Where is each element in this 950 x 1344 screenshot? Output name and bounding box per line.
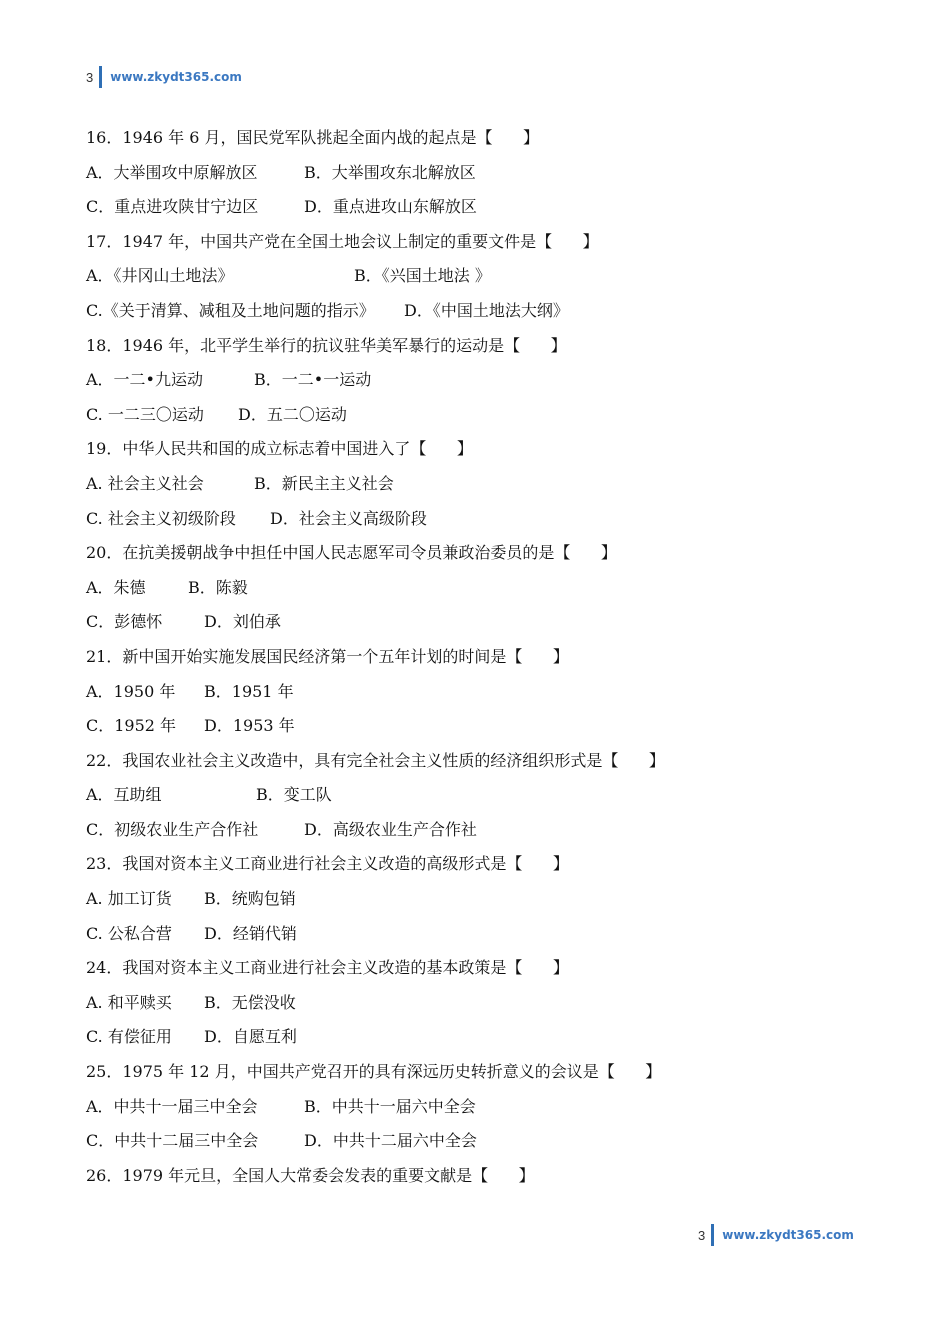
answer-option: C．中共十二届三中全会 — [86, 1131, 259, 1151]
page-header — [86, 66, 242, 88]
header-page-number: 3 — [86, 69, 94, 85]
answer-option: B．陈毅 — [188, 577, 248, 597]
option-row — [86, 1090, 876, 1125]
answer-option: A．中共十一届三中全会 — [86, 1096, 258, 1116]
answer-option: C.《关于清算、减租及土地问题的指示》 — [86, 300, 375, 320]
answer-option: D．《中国土地法大纲》 — [404, 300, 569, 320]
question-stem: 23．我国对资本主义工商业进行社会主义改造的高级形式是【 】 — [86, 854, 569, 874]
question-stem: 17．1947 年，中国共产党在全国土地会议上制定的重要文件是【 】 — [86, 231, 599, 251]
option-row — [86, 571, 876, 606]
option-row — [86, 502, 876, 537]
answer-option: A．互助组 — [86, 785, 162, 805]
question-stem: 16．1946 年 6 月，国民党军队挑起全面内战的起点是【 】 — [86, 128, 540, 147]
answer-option: B．新民主主义社会 — [254, 473, 394, 493]
option-row — [86, 917, 876, 952]
answer-option: C．重点进攻陕甘宁边区 — [86, 197, 259, 217]
option-row — [86, 467, 876, 502]
page-footer — [698, 1224, 854, 1246]
answer-option: B．无偿没收 — [204, 992, 296, 1012]
answer-option: D．经销代销 — [204, 923, 297, 943]
question-stem: 21．新中国开始实施发展国民经济第一个五年计划的时间是【 】 — [86, 646, 569, 666]
option-row — [86, 1020, 876, 1055]
answer-option: B．变工队 — [256, 785, 332, 805]
answer-option: B．1951 年 — [204, 681, 294, 701]
answer-option: A. 和平赎买 — [86, 992, 172, 1012]
option-row — [86, 190, 876, 225]
answer-option: A．朱德 — [86, 577, 146, 597]
answer-option: D．重点进攻山东解放区 — [304, 197, 477, 217]
option-row — [86, 882, 876, 917]
answer-option: B．统购包销 — [204, 889, 296, 909]
answer-option: D．1953 年 — [204, 716, 295, 736]
footer-site-url[interactable]: www.zkydt365.com — [722, 1228, 854, 1242]
header-site-url[interactable]: www.zkydt365.com — [110, 70, 242, 84]
option-row — [86, 778, 876, 813]
option-row — [86, 709, 876, 744]
answer-option: C. 公私合营 — [86, 923, 172, 943]
option-row — [86, 363, 876, 398]
answer-option: D．中共十二届六中全会 — [304, 1131, 477, 1151]
footer-page-number: 3 — [698, 1227, 706, 1243]
answer-option: A. 加工订货 — [86, 889, 172, 909]
answer-option: A．1950 年 — [86, 681, 176, 701]
option-row — [86, 675, 876, 710]
option-row — [86, 156, 876, 191]
answer-option: B．大举围攻东北解放区 — [304, 162, 476, 182]
question-stem: 25．1975 年 12 月，中国共产党召开的具有深远历史转折意义的会议是【 】 — [86, 1062, 662, 1082]
question-stem: 20．在抗美援朝战争中担任中国人民志愿军司令员兼政治委员的是【 】 — [86, 543, 617, 563]
option-row — [86, 294, 876, 329]
question-stem: 24．我国对资本主义工商业进行社会主义改造的基本政策是【 】 — [86, 958, 569, 978]
option-row — [86, 813, 876, 848]
option-row — [86, 1124, 876, 1159]
answer-option: D．五二〇运动 — [238, 404, 347, 424]
answer-option: C. 社会主义初级阶段 — [86, 508, 236, 528]
footer-divider — [711, 1224, 714, 1246]
question-stem: 26．1979 年元旦，全国人大常委会发表的重要文献是【 】 — [86, 1165, 535, 1185]
answer-option: B．中共十一届六中全会 — [304, 1096, 476, 1116]
option-row — [86, 605, 876, 640]
answer-option: D．自愿互利 — [204, 1027, 297, 1047]
option-row — [86, 259, 876, 294]
answer-option: D．刘伯承 — [204, 612, 281, 632]
answer-option: C．1952 年 — [86, 716, 177, 736]
answer-option: C. 有偿征用 — [86, 1027, 172, 1047]
answer-option: B．《兴国土地法 》 — [354, 266, 491, 286]
question-list — [86, 121, 876, 1193]
answer-option: C．初级农业生产合作社 — [86, 819, 259, 839]
question-stem: 18．1946 年，北平学生举行的抗议驻华美军暴行的运动是【 】 — [86, 335, 567, 355]
answer-option: D．高级农业生产合作社 — [304, 819, 477, 839]
answer-option: A．大举围攻中原解放区 — [86, 162, 258, 182]
answer-option: A. 社会主义社会 — [86, 473, 204, 493]
answer-option: B．一二•一运动 — [254, 370, 372, 390]
answer-option: A．一二•九运动 — [86, 370, 203, 390]
answer-option: D．社会主义高级阶段 — [270, 508, 427, 528]
answer-option: C. 一二三〇运动 — [86, 404, 204, 424]
answer-option: C．彭德怀 — [86, 612, 163, 632]
question-stem: 22．我国农业社会主义改造中，具有完全社会主义性质的经济组织形式是【 】 — [86, 750, 665, 770]
option-row — [86, 398, 876, 433]
answer-option: A．《井冈山土地法》 — [86, 266, 234, 286]
question-stem: 19．中华人民共和国的成立标志着中国进入了【 】 — [86, 439, 473, 459]
header-divider — [99, 66, 102, 88]
option-row — [86, 986, 876, 1021]
